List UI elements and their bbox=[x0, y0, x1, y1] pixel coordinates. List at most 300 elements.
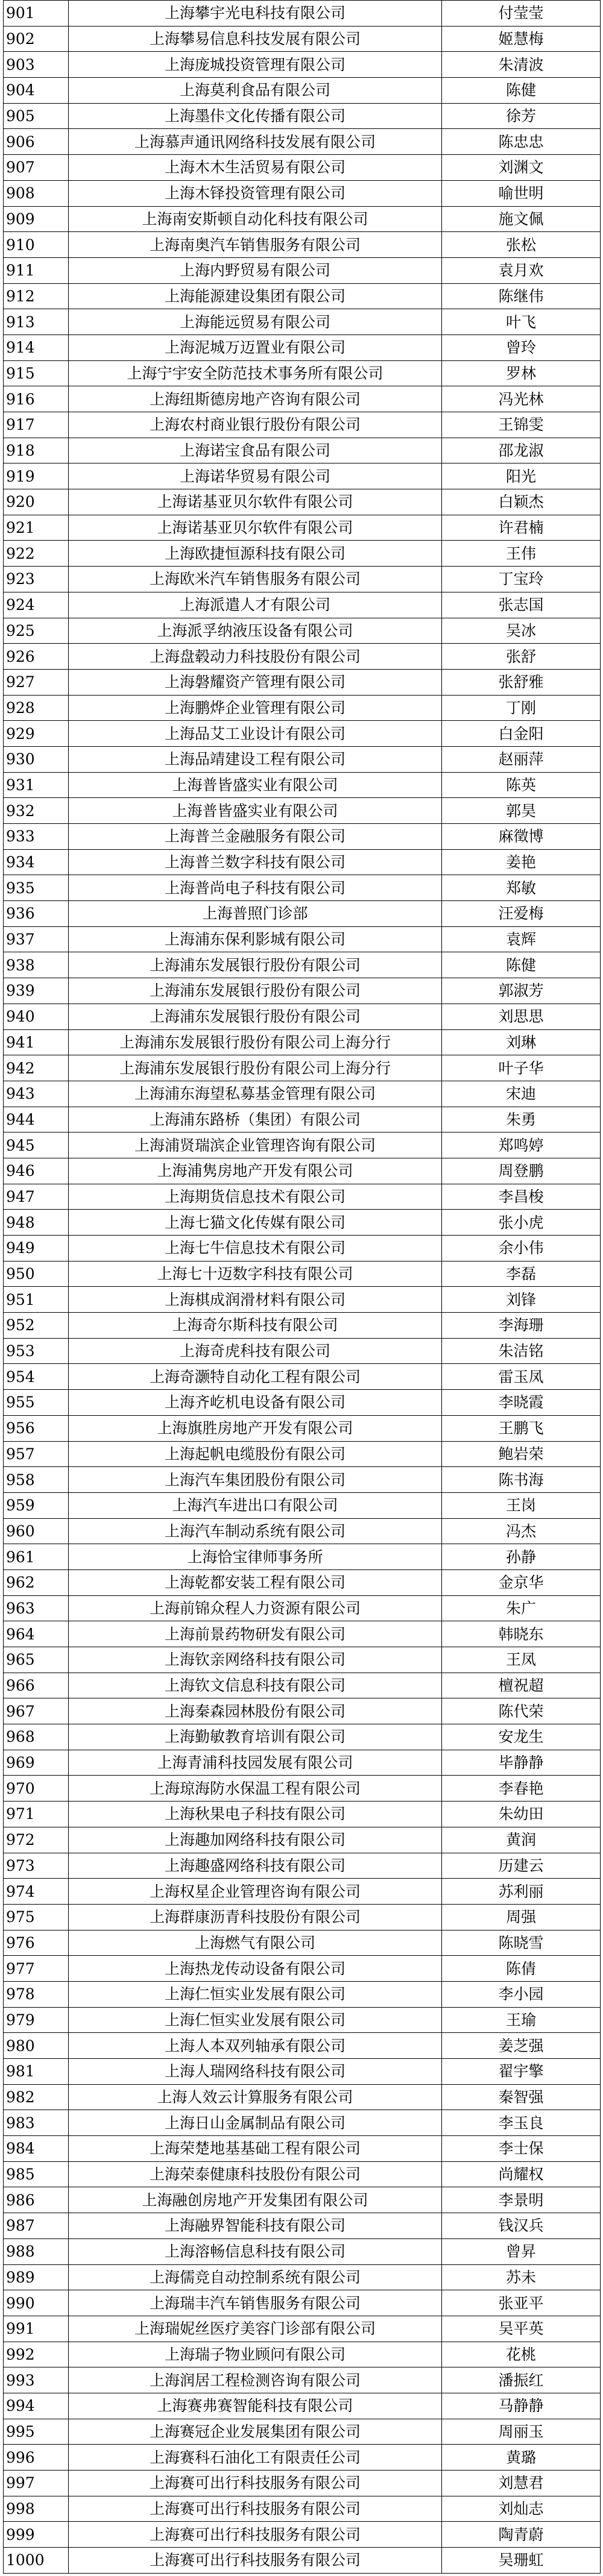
person-name-cell: 阳光 bbox=[442, 463, 601, 489]
company-name-cell: 上海仁恒实业发展有限公司 bbox=[69, 1981, 442, 2007]
table-row bbox=[4, 2033, 601, 2059]
table-row bbox=[4, 1158, 601, 1184]
company-name-cell: 上海瑞子物业顾问有限公司 bbox=[69, 2342, 442, 2367]
company-name-cell: 上海普皆盛实业有限公司 bbox=[69, 798, 442, 824]
company-name-cell: 上海诺基亚贝尔软件有限公司 bbox=[69, 515, 442, 541]
table-row bbox=[4, 52, 601, 78]
company-name-cell: 上海燃气有限公司 bbox=[69, 1930, 442, 1956]
row-number-cell: 911 bbox=[4, 257, 69, 283]
table-row bbox=[4, 257, 601, 283]
person-name-cell: 麻徵博 bbox=[442, 824, 601, 850]
table-row bbox=[4, 772, 601, 798]
person-name-cell: 付莹莹 bbox=[442, 1, 601, 27]
row-number-cell: 903 bbox=[4, 52, 69, 78]
company-name-cell: 上海日山金属制品有限公司 bbox=[69, 2110, 442, 2136]
table-row bbox=[4, 335, 601, 360]
company-name-cell: 上海瑞妮丝医疗美容门诊部有限公司 bbox=[69, 2316, 442, 2342]
company-name-cell: 上海攀宇光电科技有限公司 bbox=[69, 1, 442, 27]
company-name-cell: 上海钦文信息科技有限公司 bbox=[69, 1673, 442, 1698]
company-name-cell: 上海攀易信息科技发展有限公司 bbox=[69, 26, 442, 52]
table-row bbox=[4, 26, 601, 52]
table-row bbox=[4, 1981, 601, 2007]
person-name-cell: 尚耀权 bbox=[442, 2161, 601, 2187]
person-name-cell: 朱广 bbox=[442, 1595, 601, 1621]
person-name-cell: 徐芳 bbox=[442, 103, 601, 129]
row-number-cell: 965 bbox=[4, 1647, 69, 1673]
company-name-cell: 上海欧米汽车销售服务有限公司 bbox=[69, 567, 442, 592]
row-number-cell: 943 bbox=[4, 1081, 69, 1107]
table-row bbox=[4, 489, 601, 515]
table-row bbox=[4, 206, 601, 232]
company-name-cell: 上海奇虎科技有限公司 bbox=[69, 1338, 442, 1364]
company-name-cell: 上海汽车集团股份有限公司 bbox=[69, 1467, 442, 1493]
row-number-cell: 945 bbox=[4, 1132, 69, 1158]
person-name-cell: 周登鹏 bbox=[442, 1158, 601, 1184]
table-row bbox=[4, 2213, 601, 2239]
table-row bbox=[4, 1802, 601, 1827]
table-row bbox=[4, 180, 601, 206]
company-name-cell: 上海赛可出行科技服务有限公司 bbox=[69, 2548, 442, 2574]
row-number-cell: 928 bbox=[4, 695, 69, 721]
table-row bbox=[4, 1879, 601, 1905]
person-name-cell: 李晓霞 bbox=[442, 1390, 601, 1416]
row-number-cell: 958 bbox=[4, 1467, 69, 1493]
company-name-cell: 上海木铎投资管理有限公司 bbox=[69, 180, 442, 206]
company-name-cell: 上海诺华贸易有限公司 bbox=[69, 463, 442, 489]
table-row bbox=[4, 129, 601, 155]
person-name-cell: 苏利丽 bbox=[442, 1879, 601, 1905]
company-name-cell: 上海能远贸易有限公司 bbox=[69, 309, 442, 335]
person-name-cell: 吴珊虹 bbox=[442, 2548, 601, 2574]
company-name-cell: 上海赛科石油化工有限责任公司 bbox=[69, 2445, 442, 2471]
company-name-cell: 上海普兰数字科技有限公司 bbox=[69, 849, 442, 875]
row-number-cell: 946 bbox=[4, 1158, 69, 1184]
company-name-cell: 上海汽车制动系统有限公司 bbox=[69, 1518, 442, 1544]
row-number-cell: 921 bbox=[4, 515, 69, 541]
row-number-cell: 908 bbox=[4, 180, 69, 206]
person-name-cell: 姜艳 bbox=[442, 849, 601, 875]
row-number-cell: 948 bbox=[4, 1210, 69, 1236]
row-number-cell: 925 bbox=[4, 618, 69, 644]
table-row bbox=[4, 1904, 601, 1930]
person-name-cell: 丁刚 bbox=[442, 695, 601, 721]
row-number-cell: 980 bbox=[4, 2033, 69, 2059]
company-name-cell: 上海融界智能科技有限公司 bbox=[69, 2213, 442, 2239]
row-number-cell: 931 bbox=[4, 772, 69, 798]
row-number-cell: 915 bbox=[4, 360, 69, 386]
row-number-cell: 997 bbox=[4, 2471, 69, 2496]
row-number-cell: 954 bbox=[4, 1364, 69, 1390]
row-number-cell: 901 bbox=[4, 1, 69, 27]
table-row bbox=[4, 1236, 601, 1261]
table-row bbox=[4, 746, 601, 772]
company-name-cell: 上海乾都安装工程有限公司 bbox=[69, 1569, 442, 1595]
person-name-cell: 张亚平 bbox=[442, 2290, 601, 2316]
person-name-cell: 陈健 bbox=[442, 78, 601, 104]
table-row bbox=[4, 1673, 601, 1698]
table-row bbox=[4, 1184, 601, 1210]
table-row bbox=[4, 1261, 601, 1287]
table-row bbox=[4, 2419, 601, 2445]
person-name-cell: 潘振红 bbox=[442, 2367, 601, 2393]
person-name-cell: 喻世明 bbox=[442, 180, 601, 206]
row-number-cell: 992 bbox=[4, 2342, 69, 2367]
person-name-cell: 刘锋 bbox=[442, 1287, 601, 1313]
company-name-cell: 上海泥城万迈置业有限公司 bbox=[69, 335, 442, 360]
row-number-cell: 934 bbox=[4, 849, 69, 875]
company-name-cell: 上海品艾工业设计有限公司 bbox=[69, 721, 442, 747]
table-row bbox=[4, 103, 601, 129]
company-name-cell: 上海赛可出行科技服务有限公司 bbox=[69, 2471, 442, 2496]
person-name-cell: 周丽玉 bbox=[442, 2419, 601, 2445]
company-name-cell: 上海派遣人才有限公司 bbox=[69, 592, 442, 618]
company-name-cell: 上海普照门诊部 bbox=[69, 901, 442, 927]
company-name-cell: 上海仁恒实业发展有限公司 bbox=[69, 2007, 442, 2033]
company-name-cell: 上海前锦众程人力资源有限公司 bbox=[69, 1595, 442, 1621]
company-name-cell: 上海溶畅信息科技有限公司 bbox=[69, 2238, 442, 2264]
company-name-cell: 上海普尚电子科技有限公司 bbox=[69, 875, 442, 901]
row-number-cell: 972 bbox=[4, 1827, 69, 1853]
table-row bbox=[4, 1853, 601, 1879]
table-row bbox=[4, 1132, 601, 1158]
row-number-cell: 995 bbox=[4, 2419, 69, 2445]
row-number-cell: 982 bbox=[4, 2084, 69, 2110]
company-name-cell: 上海浦隽房地产开发有限公司 bbox=[69, 1158, 442, 1184]
row-number-cell: 905 bbox=[4, 103, 69, 129]
company-name-cell: 上海派孚纳液压设备有限公司 bbox=[69, 618, 442, 644]
table-row bbox=[4, 1621, 601, 1647]
table-row bbox=[4, 1827, 601, 1853]
company-name-cell: 上海人效云计算服务有限公司 bbox=[69, 2084, 442, 2110]
person-name-cell: 陈书海 bbox=[442, 1467, 601, 1493]
row-number-cell: 998 bbox=[4, 2496, 69, 2522]
table-row bbox=[4, 283, 601, 309]
table-row bbox=[4, 1776, 601, 1802]
row-number-cell: 990 bbox=[4, 2290, 69, 2316]
table-row bbox=[4, 2522, 601, 2548]
table-row bbox=[4, 1492, 601, 1518]
company-name-cell: 上海浦东发展银行股份有限公司上海分行 bbox=[69, 1029, 442, 1055]
row-number-cell: 919 bbox=[4, 463, 69, 489]
table-row bbox=[4, 1647, 601, 1673]
table-row bbox=[4, 1544, 601, 1570]
table-row bbox=[4, 1313, 601, 1339]
table-row bbox=[4, 541, 601, 567]
table-row bbox=[4, 2290, 601, 2316]
person-name-cell: 郭昊 bbox=[442, 798, 601, 824]
company-name-cell: 上海浦东发展银行股份有限公司 bbox=[69, 978, 442, 1004]
row-number-cell: 962 bbox=[4, 1569, 69, 1595]
table-row bbox=[4, 2059, 601, 2085]
table-row bbox=[4, 1364, 601, 1390]
table-row bbox=[4, 1698, 601, 1724]
row-number-cell: 918 bbox=[4, 438, 69, 463]
row-number-cell: 989 bbox=[4, 2264, 69, 2290]
person-name-cell: 鲍岩荣 bbox=[442, 1441, 601, 1467]
person-name-cell: 孙静 bbox=[442, 1544, 601, 1570]
company-name-cell: 上海浦贤瑞滨企业管理咨询有限公司 bbox=[69, 1132, 442, 1158]
person-name-cell: 陈晓雪 bbox=[442, 1930, 601, 1956]
person-name-cell: 李景明 bbox=[442, 2187, 601, 2213]
company-name-cell: 上海青浦科技园发展有限公司 bbox=[69, 1750, 442, 1776]
row-number-cell: 916 bbox=[4, 386, 69, 412]
row-number-cell: 973 bbox=[4, 1853, 69, 1879]
person-name-cell: 曾玲 bbox=[442, 335, 601, 360]
person-name-cell: 李海珊 bbox=[442, 1313, 601, 1339]
table-row bbox=[4, 515, 601, 541]
company-name-cell: 上海七猫文化传媒有限公司 bbox=[69, 1210, 442, 1236]
row-number-cell: 991 bbox=[4, 2316, 69, 2342]
person-name-cell: 王鹏飞 bbox=[442, 1415, 601, 1441]
company-name-cell: 上海秦森园林股份有限公司 bbox=[69, 1698, 442, 1724]
company-name-cell: 上海诺宝食品有限公司 bbox=[69, 438, 442, 463]
person-name-cell: 韩晓东 bbox=[442, 1621, 601, 1647]
person-name-cell: 白金阳 bbox=[442, 721, 601, 747]
company-name-cell: 上海欧捷恒源科技有限公司 bbox=[69, 541, 442, 567]
company-name-cell: 上海浦东发展银行股份有限公司 bbox=[69, 1004, 442, 1029]
table-row bbox=[4, 1569, 601, 1595]
row-number-cell: 952 bbox=[4, 1313, 69, 1339]
person-name-cell: 李士保 bbox=[442, 2136, 601, 2162]
table-row bbox=[4, 901, 601, 927]
table-row bbox=[4, 1724, 601, 1750]
row-number-cell: 999 bbox=[4, 2522, 69, 2548]
table-row bbox=[4, 1287, 601, 1313]
person-name-cell: 王凤 bbox=[442, 1647, 601, 1673]
table-row bbox=[4, 926, 601, 952]
row-number-cell: 968 bbox=[4, 1724, 69, 1750]
roster-table-body bbox=[4, 1, 601, 2574]
company-name-cell: 上海浦东发展银行股份有限公司上海分行 bbox=[69, 1055, 442, 1081]
row-number-cell: 969 bbox=[4, 1750, 69, 1776]
company-name-cell: 上海瑞丰汽车销售服务有限公司 bbox=[69, 2290, 442, 2316]
person-name-cell: 刘琳 bbox=[442, 1029, 601, 1055]
row-number-cell: 929 bbox=[4, 721, 69, 747]
row-number-cell: 961 bbox=[4, 1544, 69, 1570]
person-name-cell: 张舒雅 bbox=[442, 669, 601, 695]
person-name-cell: 冯杰 bbox=[442, 1518, 601, 1544]
row-number-cell: 922 bbox=[4, 541, 69, 567]
row-number-cell: 949 bbox=[4, 1236, 69, 1261]
person-name-cell: 李小园 bbox=[442, 1981, 601, 2007]
person-name-cell: 郭淑芳 bbox=[442, 978, 601, 1004]
table-row bbox=[4, 2187, 601, 2213]
company-name-cell: 上海木木生活贸易有限公司 bbox=[69, 155, 442, 181]
table-row bbox=[4, 669, 601, 695]
person-name-cell: 陈倩 bbox=[442, 1956, 601, 1982]
row-number-cell: 920 bbox=[4, 489, 69, 515]
person-name-cell: 秦智强 bbox=[442, 2084, 601, 2110]
table-row bbox=[4, 1956, 601, 1982]
row-number-cell: 959 bbox=[4, 1492, 69, 1518]
company-name-cell: 上海浦东发展银行股份有限公司 bbox=[69, 952, 442, 978]
row-number-cell: 936 bbox=[4, 901, 69, 927]
row-number-cell: 975 bbox=[4, 1904, 69, 1930]
company-name-cell: 上海磐耀资产管理有限公司 bbox=[69, 669, 442, 695]
table-row bbox=[4, 644, 601, 670]
table-row bbox=[4, 1338, 601, 1364]
company-name-cell: 上海润居工程检测咨询有限公司 bbox=[69, 2367, 442, 2393]
table-row bbox=[4, 78, 601, 104]
company-name-cell: 上海赛弗赛智能科技有限公司 bbox=[69, 2393, 442, 2419]
table-row bbox=[4, 695, 601, 721]
table-row bbox=[4, 1467, 601, 1493]
table-row bbox=[4, 2264, 601, 2290]
person-name-cell: 邵龙淑 bbox=[442, 438, 601, 463]
table-row bbox=[4, 567, 601, 592]
row-number-cell: 950 bbox=[4, 1261, 69, 1287]
person-name-cell: 朱勇 bbox=[442, 1107, 601, 1132]
person-name-cell: 吴平英 bbox=[442, 2316, 601, 2342]
table-row bbox=[4, 463, 601, 489]
company-name-cell: 上海棋成润滑材料有限公司 bbox=[69, 1287, 442, 1313]
company-name-cell: 上海诺基亚贝尔软件有限公司 bbox=[69, 489, 442, 515]
row-number-cell: 983 bbox=[4, 2110, 69, 2136]
person-name-cell: 朱洁铭 bbox=[442, 1338, 601, 1364]
row-number-cell: 909 bbox=[4, 206, 69, 232]
company-name-cell: 上海热龙传动设备有限公司 bbox=[69, 1956, 442, 1982]
person-name-cell: 张松 bbox=[442, 232, 601, 258]
person-name-cell: 叶子华 bbox=[442, 1055, 601, 1081]
table-row bbox=[4, 875, 601, 901]
row-number-cell: 930 bbox=[4, 746, 69, 772]
company-name-cell: 上海期货信息技术有限公司 bbox=[69, 1184, 442, 1210]
table-row bbox=[4, 978, 601, 1004]
person-name-cell: 王伟 bbox=[442, 541, 601, 567]
person-name-cell: 姜芝强 bbox=[442, 2033, 601, 2059]
company-name-cell: 上海南奥汽车销售服务有限公司 bbox=[69, 232, 442, 258]
person-name-cell: 刘思思 bbox=[442, 1004, 601, 1029]
company-name-cell: 上海前景药物研发有限公司 bbox=[69, 1621, 442, 1647]
person-name-cell: 郑鸣婷 bbox=[442, 1132, 601, 1158]
person-name-cell: 檀祝超 bbox=[442, 1673, 601, 1698]
table-row bbox=[4, 1415, 601, 1441]
table-row bbox=[4, 412, 601, 438]
table-row bbox=[4, 309, 601, 335]
table-row bbox=[4, 2161, 601, 2187]
company-name-cell: 上海农村商业银行股份有限公司 bbox=[69, 412, 442, 438]
person-name-cell: 钱汉兵 bbox=[442, 2213, 601, 2239]
person-name-cell: 朱幼田 bbox=[442, 1802, 601, 1827]
person-name-cell: 汪爱梅 bbox=[442, 901, 601, 927]
row-number-cell: 960 bbox=[4, 1518, 69, 1544]
row-number-cell: 979 bbox=[4, 2007, 69, 2033]
person-name-cell: 曾昇 bbox=[442, 2238, 601, 2264]
table-row bbox=[4, 1055, 601, 1081]
person-name-cell: 李昌梭 bbox=[442, 1184, 601, 1210]
table-row bbox=[4, 2342, 601, 2367]
row-number-cell: 978 bbox=[4, 1981, 69, 2007]
row-number-cell: 938 bbox=[4, 952, 69, 978]
table-row bbox=[4, 1518, 601, 1544]
company-name-cell: 上海普皆盛实业有限公司 bbox=[69, 772, 442, 798]
person-name-cell: 袁月欢 bbox=[442, 257, 601, 283]
row-number-cell: 977 bbox=[4, 1956, 69, 1982]
company-name-cell: 上海墨佧文化传播有限公司 bbox=[69, 103, 442, 129]
company-name-cell: 上海浦东海望私募基金管理有限公司 bbox=[69, 1081, 442, 1107]
person-name-cell: 冯光林 bbox=[442, 386, 601, 412]
table-row bbox=[4, 798, 601, 824]
row-number-cell: 986 bbox=[4, 2187, 69, 2213]
table-row bbox=[4, 2496, 601, 2522]
table-row bbox=[4, 1750, 601, 1776]
row-number-cell: 933 bbox=[4, 824, 69, 850]
table-row bbox=[4, 1595, 601, 1621]
table-row bbox=[4, 155, 601, 181]
row-number-cell: 1000 bbox=[4, 2548, 69, 2574]
company-name-cell: 上海赛可出行科技服务有限公司 bbox=[69, 2522, 442, 2548]
table-row bbox=[4, 360, 601, 386]
table-row bbox=[4, 2393, 601, 2419]
company-name-cell: 上海奇灏特自动化工程有限公司 bbox=[69, 1364, 442, 1390]
row-number-cell: 953 bbox=[4, 1338, 69, 1364]
company-name-cell: 上海七十迈数字科技有限公司 bbox=[69, 1261, 442, 1287]
company-name-cell: 上海汽车进出口有限公司 bbox=[69, 1492, 442, 1518]
person-name-cell: 张舒 bbox=[442, 644, 601, 670]
person-name-cell: 刘渊文 bbox=[442, 155, 601, 181]
company-name-cell: 上海宁宇安全防范技术事务所有限公司 bbox=[69, 360, 442, 386]
row-number-cell: 913 bbox=[4, 309, 69, 335]
company-name-cell: 上海齐屹机电设备有限公司 bbox=[69, 1390, 442, 1416]
person-name-cell: 花桃 bbox=[442, 2342, 601, 2367]
company-name-cell: 上海趣盛网络科技有限公司 bbox=[69, 1853, 442, 1879]
company-name-cell: 上海趣加网络科技有限公司 bbox=[69, 1827, 442, 1853]
person-name-cell: 雷玉凤 bbox=[442, 1364, 601, 1390]
row-number-cell: 976 bbox=[4, 1930, 69, 1956]
person-name-cell: 陈代荣 bbox=[442, 1698, 601, 1724]
row-number-cell: 914 bbox=[4, 335, 69, 360]
table-row bbox=[4, 849, 601, 875]
row-number-cell: 951 bbox=[4, 1287, 69, 1313]
row-number-cell: 912 bbox=[4, 283, 69, 309]
row-number-cell: 947 bbox=[4, 1184, 69, 1210]
company-name-cell: 上海人本双列轴承有限公司 bbox=[69, 2033, 442, 2059]
row-number-cell: 971 bbox=[4, 1802, 69, 1827]
person-name-cell: 姬慧梅 bbox=[442, 26, 601, 52]
person-name-cell: 陶青蔚 bbox=[442, 2522, 601, 2548]
table-row bbox=[4, 592, 601, 618]
row-number-cell: 955 bbox=[4, 1390, 69, 1416]
company-name-cell: 上海慕声通讯网络科技发展有限公司 bbox=[69, 129, 442, 155]
row-number-cell: 957 bbox=[4, 1441, 69, 1467]
company-name-cell: 上海品靖建设工程有限公司 bbox=[69, 746, 442, 772]
row-number-cell: 927 bbox=[4, 669, 69, 695]
row-number-cell: 940 bbox=[4, 1004, 69, 1029]
row-number-cell: 994 bbox=[4, 2393, 69, 2419]
row-number-cell: 963 bbox=[4, 1595, 69, 1621]
company-name-cell: 上海莫利食品有限公司 bbox=[69, 78, 442, 104]
person-name-cell: 叶飞 bbox=[442, 309, 601, 335]
person-name-cell: 金京华 bbox=[442, 1569, 601, 1595]
row-number-cell: 985 bbox=[4, 2161, 69, 2187]
table-row bbox=[4, 2084, 601, 2110]
person-name-cell: 许君楠 bbox=[442, 515, 601, 541]
row-number-cell: 981 bbox=[4, 2059, 69, 2085]
row-number-cell: 923 bbox=[4, 567, 69, 592]
company-name-cell: 上海勤敏教育培训有限公司 bbox=[69, 1724, 442, 1750]
table-row bbox=[4, 2367, 601, 2393]
row-number-cell: 906 bbox=[4, 129, 69, 155]
row-number-cell: 974 bbox=[4, 1879, 69, 1905]
table-row bbox=[4, 1107, 601, 1132]
row-number-cell: 917 bbox=[4, 412, 69, 438]
company-name-cell: 上海融创房地产开发集团有限公司 bbox=[69, 2187, 442, 2213]
person-name-cell: 郑敏 bbox=[442, 875, 601, 901]
company-name-cell: 上海庞城投资管理有限公司 bbox=[69, 52, 442, 78]
row-number-cell: 902 bbox=[4, 26, 69, 52]
row-number-cell: 942 bbox=[4, 1055, 69, 1081]
roster-table bbox=[3, 0, 601, 2574]
